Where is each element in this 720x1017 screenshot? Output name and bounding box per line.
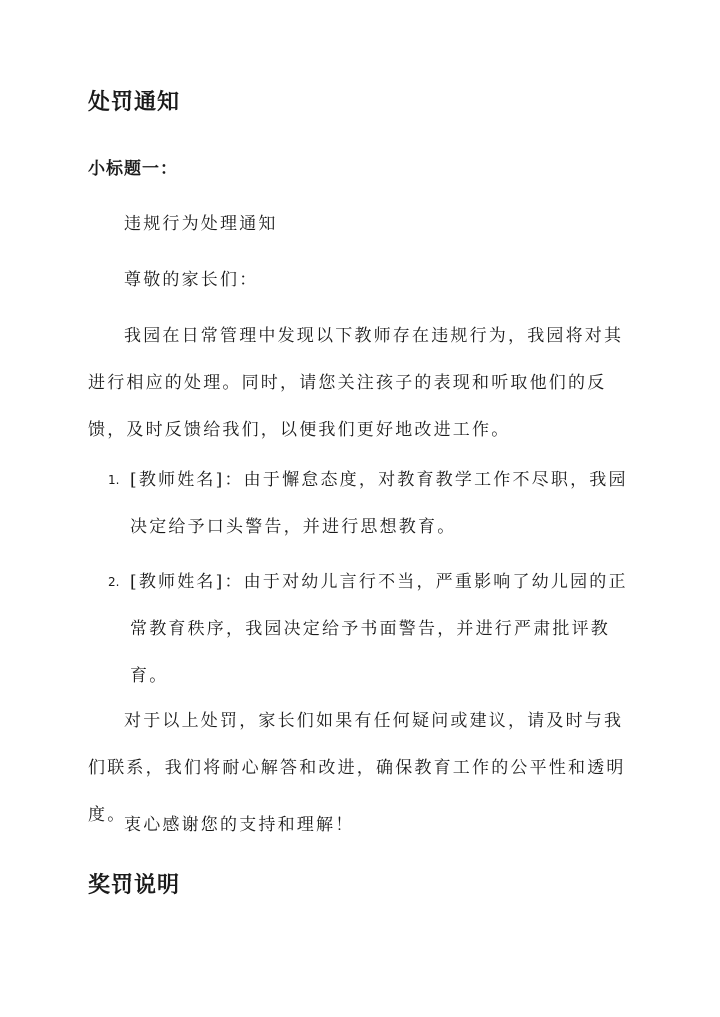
list-item-text: [教师姓名]：由于对幼儿言行不当，严重影响了幼儿园的正常教育秩序，我园决定给予书面警告，并进行严肃批评教育。 [130,572,628,686]
list-item-text: [教师姓名]：由于懈怠态度，对教育教学工作不尽职，我园决定给予口头警告，并进行思想教育。 [130,470,628,537]
list-item-number: 2. [108,575,120,589]
salutation: 尊敬的家长们： [124,270,259,290]
violation-list [88,457,636,700]
closing-paragraph: 对于以上处罚，家长们如果有任何疑问或建议，请及时与我们联系，我们将耐心解答和改进，确保教育工作的公平性和透明度。 [88,711,626,825]
intro-paragraph: 我园在日常管理中发现以下教师存在违规行为，我园将对其进行相应的处理。同时，请您关注孩子的表现和听取他们的反馈，及时反馈给我们，以便我们更好地改进工作。 [88,326,624,440]
list-item-number: 1. [108,473,120,487]
thanks-line: 衷心感谢您的支持和理解！ [124,815,355,835]
next-section-title: 奖罚说明 [88,872,181,898]
list-item [88,457,636,551]
section-subtitle: 小标题一： [88,159,178,179]
list-item [88,559,636,700]
notice-heading: 违规行为处理通知 [124,214,278,234]
document-title: 处罚通知 [88,89,181,115]
